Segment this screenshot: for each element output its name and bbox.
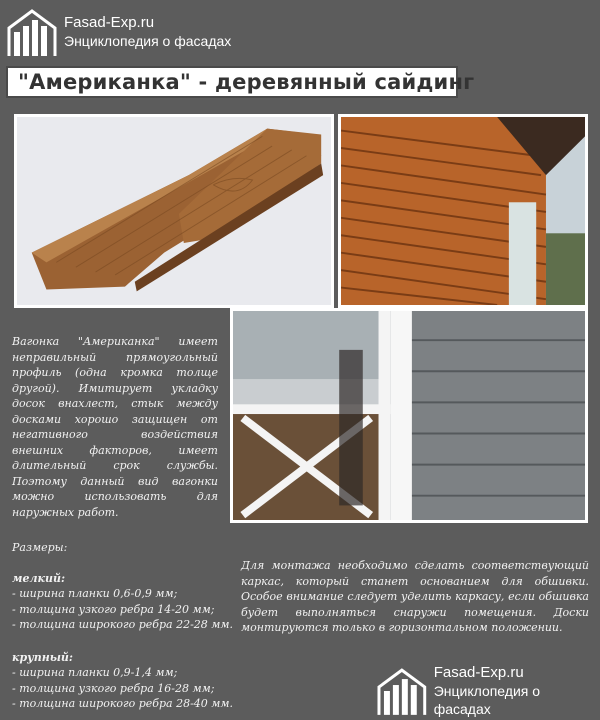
logo-text bbox=[434, 664, 600, 718]
sizes-title: Размеры: bbox=[12, 541, 68, 554]
list-item: - толщина широкого ребра 28-40 мм. bbox=[12, 697, 234, 710]
logo-tagline: Энциклопедия о фасадах bbox=[433, 683, 541, 717]
description-text: Вагонка "Американка" имеет неправильный прямоугольный профиль (одна кромка толще другой). Имитирует укладку досок внахлест, стык между досками хорошо защищен от негативного воздействия внешних факторов, имеет длительный срок службы. Поэтому данный вид вагонки можно использовать для наружных работ. bbox=[12, 335, 218, 519]
grey-siding-photo bbox=[230, 308, 588, 523]
list-item: - толщина узкого ребра 16-28 мм; bbox=[12, 681, 215, 695]
logo-top[interactable] bbox=[6, 6, 231, 58]
list-item: - толщина узкого ребра 14-20 мм; bbox=[12, 602, 215, 616]
logo-text bbox=[64, 14, 231, 50]
small-size-title: мелкий: bbox=[12, 572, 66, 585]
list-item: - ширина планки 0,9-1,4 мм; bbox=[12, 666, 178, 679]
page-title: "Американка" - деревянный сайдинг bbox=[18, 70, 475, 94]
list-item: - толщина широкого ребра 22-28 мм. bbox=[12, 618, 234, 631]
building-logo-icon bbox=[6, 6, 58, 58]
boards-photo bbox=[14, 114, 334, 308]
mounting-text: Для монтажа необходимо сделать соответствующий каркас, который станет основанием для обшивки. Особое внимание следует уделить каркасу, если обшивка будет выполняться снаружи помещения. Доски монтируются только в горизонтальном положении. bbox=[241, 559, 589, 634]
title-bar bbox=[6, 66, 475, 98]
large-size-list bbox=[12, 665, 232, 712]
small-size-list bbox=[12, 586, 232, 633]
list-item: - ширина планки 0,6-0,9 мм; bbox=[12, 587, 178, 600]
building-logo-icon bbox=[376, 665, 428, 717]
logo-site: Fasad-Exp.ru bbox=[64, 14, 155, 31]
logo-bottom[interactable] bbox=[376, 664, 600, 718]
large-size-title: крупный: bbox=[12, 651, 73, 664]
logo-tagline: Энциклопедия о фасадах bbox=[64, 33, 232, 49]
house-photo bbox=[338, 114, 588, 308]
logo-site: Fasad-Exp.ru bbox=[433, 664, 524, 681]
